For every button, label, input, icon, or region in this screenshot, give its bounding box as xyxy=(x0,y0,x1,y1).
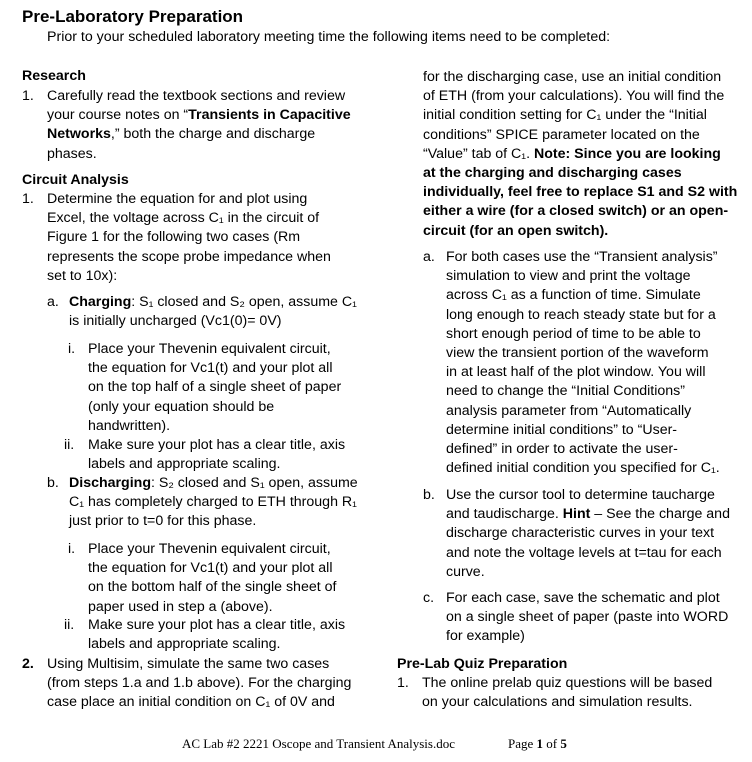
discharging-sub-ii-number: ii. xyxy=(64,617,75,633)
multisim-item-number: 2. xyxy=(22,656,34,672)
discharging-sub-ii: Make sure your plot has a clear title, axis labels and appropriate scaling. xyxy=(88,617,346,653)
footer-document-name: AC Lab #2 2221 Oscope and Transient Analysis.doc xyxy=(182,736,455,751)
quiz-heading: Pre-Lab Quiz Preparation xyxy=(397,656,568,672)
research-item: Carefully read the textbook sections and review your course notes on “Transients in Capacitive Networks,” both the charge and discharge phases. xyxy=(47,88,351,162)
circuit-item: Determine the equation for and plot using Excel, the voltage across C₁ in the circuit of Figure 1 for the following two cases (Rm represents the scope probe impedance when set to 10x): xyxy=(47,191,331,284)
transient-letter: a. xyxy=(423,249,435,265)
charging-sub-ii: Make sure your plot has a clear title, axis labels and appropriate scaling. xyxy=(88,437,346,473)
discharging-letter: b. xyxy=(47,475,59,491)
cursor-item: Use the cursor tool to determine taucharge and taudischarge. Hint – See the charge and discharge characteristic curves in your text and note the voltage levels at t=tau for each curve. xyxy=(446,487,730,580)
quiz-item: The online prelab quiz questions will be based on your calculations and simulation results. xyxy=(422,675,713,711)
discharging-sub-i: Place your Thevenin equivalent circuit, the equation for Vc1(t) and your plot all on the bottom half of the single sheet of paper used in step a (above). xyxy=(88,541,337,615)
save-item: For each case, save the schematic and plot on a single sheet of paper (paste into WORD for example) xyxy=(446,590,729,645)
research-item-number: 1. xyxy=(22,88,34,104)
charging-item: Charging: S₁ closed and S₂ open, assume C₁ is initially uncharged (Vc1(0)= 0V) xyxy=(69,294,357,330)
circuit-item-number: 1. xyxy=(22,191,34,207)
charging-letter: a. xyxy=(47,294,59,310)
multisim-item-continued: for the discharging case, use an initial condition of ETH (from your calculations). You will find the initial condition setting for C₁ under the “Initial conditions” SPICE parameter located on the “Value” tab of C₁. Note: Since you are looking at the charging and discharging cases individually, feel free to replace S1 and S2 with either a wire (for a closed switch) or an open- circuit (for an open switch). xyxy=(423,69,738,239)
discharging-sub-i-number: i. xyxy=(68,541,76,557)
research-heading: Research xyxy=(22,68,86,84)
charging-sub-i: Place your Thevenin equivalent circuit, the equation for Vc1(t) and your plot all on the top half of a single sheet of paper (only your equation should be handwritten). xyxy=(88,341,342,434)
circuit-analysis-heading: Circuit Analysis xyxy=(22,172,129,188)
page-title: Pre-Laboratory Preparation xyxy=(22,7,244,26)
multisim-item: Using Multisim, simulate the same two cases (from steps 1.a and 1.b above). For the charging case place an initial condition on C₁ of 0V and xyxy=(47,656,352,711)
quiz-item-number: 1. xyxy=(397,675,409,691)
cursor-letter: b. xyxy=(423,487,435,503)
charging-sub-ii-number: ii. xyxy=(64,437,75,453)
discharging-item: Discharging: S₂ closed and S₁ open, assume C₁ has completely charged to ETH through R₁ just prior to t=0 for this phase. xyxy=(69,475,358,530)
transient-item: For both cases use the “Transient analysis” simulation to view and print the voltage across C₁ as a function of time. Simulate long enough to reach steady state but for a short enough period of time to be able to view the transient portion of the waveform in at least half of the plot window. You will need to change the “Initial Conditions” analysis parameter from “Automatically determine initial conditions” to “User- defined” in order to activate the user- defined initial condition you specified for C₁. xyxy=(446,249,720,477)
save-letter: c. xyxy=(423,590,435,606)
intro-text: Prior to your scheduled laboratory meeting time the following items need to be completed: xyxy=(47,29,611,45)
footer-page-number: Page 1 of 5 xyxy=(508,736,567,751)
charging-sub-i-number: i. xyxy=(68,341,76,357)
